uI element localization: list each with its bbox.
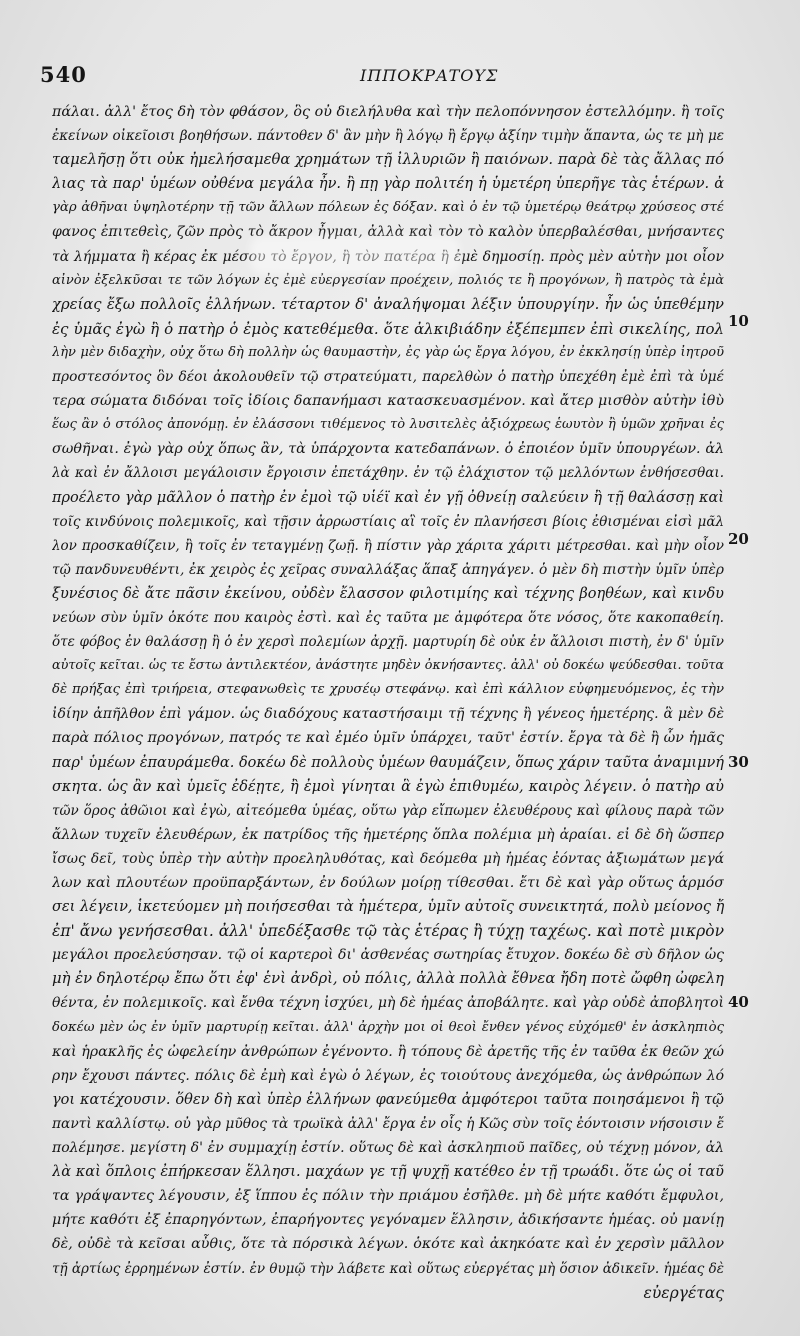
margin-line-number: 10	[728, 312, 749, 330]
text-line: εὐεργέτας	[643, 1283, 724, 1302]
text-line: ἐς ὑμᾶς ἐγὼ ἢ ὁ πατὴρ ὁ ἐμὸς κατεθέμεθα. ὅτε ἀλκιβιάδην ἐξέπεμπεν ἐπὶ σικελίης, πολ	[52, 319, 724, 338]
text-line: μεγάλοι προελεύσησαν. τῷ οἱ καρτεροὶ δι' ἀσθενέας σωτηρίας ἔτυχον. δοκέω δὲ σὺ δῆλον ὡς	[52, 947, 724, 964]
text-line: νεύων σὺν ὑμῖν ὁκότε που καιρὸς ἐστὶ. καὶ ἐς ταῦτα με ἀμφότερα ὅτε νόσος, ὅτε κακοπαθείη.	[52, 609, 724, 626]
text-line: λον προσκαθίζειν, ἢ τοῖς ἐν τεταγμένῃ ζωῇ. ἢ πίστιν γὰρ χάριτα χάριτι μέτρεσθαι. καὶ μὴν οἶον	[52, 537, 724, 554]
text-line: τα γράψαντες λέγουσιν, ἐξ ἵππου ἐς πόλιν τὴν πριάμου ἐσῆλθε. μὴ δὲ μήτε καθότι ἔμφυλοι,	[52, 1188, 724, 1205]
text-line: σει λέγειν, ἱκετεύομεν μὴ ποιήσεσθαι τὰ ἡμέτερα, ὑμῖν αὐτοῖς συνεικτητά, πολὺ μείονος ἤ	[52, 899, 724, 916]
text-line: ρην ἔχουσι πάντες. πόλις δὲ ἐμὴ καὶ ἐγὼ ὁ λέγων, ἐς τοιούτους ἀνεχόμεθα, ὡς ἀνθρώπων λό	[52, 1067, 724, 1084]
text-line: ἴσως δεῖ, τοὺς ὑπὲρ τὴν αὐτὴν προεληλυθότας, καὶ δεόμεθα μὴ ἡμέας ἐόντας ἀξιωμάτων μεγά	[52, 850, 724, 867]
text-line: δοκέω μὲν ὡς ἐν ὑμῖν μαρτυρίῃ κεῖται. ἀλλ' ἀρχὴν μοι οἱ θεοὶ ἔνθεν γένος εὐχόμεθ' ἐν ἀσκληπιὸς	[52, 1019, 724, 1035]
text-line: τῷ πανδυνευθέντι, ἐκ χειρὸς ἐς χεῖρας συναλλάξας ἅπαξ ἀπηγάγεν. ὁ μὲν δὴ πιστὴν ὑμῖν ὑπὲρ	[52, 561, 724, 578]
text-line: ἕως ἂν ὁ στόλος ἀπονόμῃ. ἐν ἐλάσσονι τιθέμενος τὸ λυσιτελὲς ἀξιόχρεως ἑωυτὸν ἢ ὑμῶν χρῆναι ἐς	[52, 417, 724, 433]
text-line: λιας τὰ παρ' ὑμέων οὐθένα μεγάλα ἦν. ἢ πῃ γὰρ πολιτέη ἡ ὑμετέρη ὑπερῆγε τὰς ἑτέρων. ἀ	[52, 176, 724, 193]
page-number: 540	[40, 62, 87, 87]
margin-line-number: 40	[728, 993, 749, 1011]
text-line: χρείας ἔξω πολλοῖς ἐλλήνων. τέταρτον δ' ἀναλήψομαι λέξιν ὑπουργίην. ἦν ὡς ὑπεθέμην	[52, 295, 724, 313]
text-line: μήτε καθότι ἐξ ἐπαρηγόντων, ἐπαρήγοντες γεγόναμεν ἕλλησιν, ἀδικήσαντε ἡμέας. οὐ μανίῃ	[52, 1212, 724, 1229]
text-line: παντὶ καλλίστῳ. οὐ γὰρ μῦθος τὰ τρωϊκὰ ἀλλ' ἔργα ἐν οἷς ἡ Κῶς σὺν τοῖς ἐόντοισιν νήσοισιν ἔ	[52, 1115, 724, 1132]
text-line: ἰδίην ἀπῆλθον ἐπὶ γάμον. ὡς διαδόχους καταστήσαιμι τῇ τέχνης ἢ γένεος ἡμετέρης. ἃ μὲν δὲ	[52, 706, 724, 723]
page-header	[40, 62, 720, 92]
text-line: τῇ ἀρτίως ἐρρημένων ἐστίν. ἐν θυμῷ τὴν λάβετε καὶ οὕτως εὐεργέτας μὴ ὅσιον ἀδικεῖν. ἡμέας δὲ	[52, 1260, 724, 1277]
text-line: μὴ ἐν δηλοτέρῳ ἔπω ὅτι ἐφ' ἑνὶ ἀνδρὶ, οὐ πόλις, ἀλλὰ πολλὰ ἔθνεα ἤδη ποτὲ ὤφθη ὠφελη	[52, 970, 724, 988]
text-line: παρὰ πόλιος προγόνων, πατρός τε καὶ ἐμέο ὑμῖν ὑπάρχει, ταῦτ' ἐστίν. ἔργα τὰ δὲ ἢ ὧν ἡμᾶς	[52, 730, 724, 747]
text-line: σωθῆναι. ἐγὼ γὰρ οὐχ ὅπως ἂν, τὰ ὑπάρχοντα κατεδαπάνων. ὁ ἐποιέον ὑμῖν ὑπουργέων. ἀλ	[52, 441, 724, 458]
text-line: προέλετο γὰρ μᾶλλον ὁ πατὴρ ἐν ἐμοὶ τῷ υἱέϊ καὶ ἐν γῇ ὀθνείῃ σαλεύειν ἢ τῇ θαλάσσῃ καὶ	[52, 489, 724, 506]
running-head: ΙΠΠΟΚΡΑΤΟΥΣ	[360, 66, 499, 85]
ink-smudge	[250, 236, 460, 274]
text-line: γὰρ ἀθῆναι ὑψηλοτέρην τῇ τῶν ἄλλων πόλεων ἐς δόξαν. καὶ ὁ ἐν τῷ ὑμετέρῳ θεάτρῳ χρύσεος στέ	[52, 200, 724, 216]
text-line: ἄλλων τυχεῖν ἐλευθέρων, ἐκ πατρίδος τῆς ἡμετέρης ὅπλα πολέμια μὴ ἀραίαι. εἰ δὲ δὴ ὥσπερ	[52, 826, 724, 843]
text-line: λων καὶ πλουτέων προϋπαρξάντων, ἐν δούλων μοίρῃ τίθεσθαι. ἔτι δὲ καὶ γὰρ οὕτως ἁρμόσ	[52, 875, 724, 891]
text-line: λὰ καὶ ἐν ἄλλοισι μεγάλοισιν ἔργοισιν ἐπετάχθην. ἐν τῷ ἐλάχιστον τῷ μελλόντων ἐνθήσεσθαι.	[52, 465, 724, 482]
main-text-column	[52, 100, 724, 1305]
text-line: τὰ λήμματα ἢ κέρας ἐκ μέσου τὸ ἔργον, ἢ τὸν πατέρα ἢ ἐμὲ δημοσίῃ. πρὸς μὲν αὐτὴν μοι οἶον	[52, 248, 724, 265]
text-line: ἐπ' ἄνω γενήσεσθαι. ἀλλ' ὑπεδέξασθε τῷ τὰς ἑτέρας ἢ τύχῃ ταχέως. καὶ ποτὲ μικρὸν	[52, 922, 724, 941]
text-line: καὶ ἡρακλῆς ἐς ὠφελείην ἀνθρώπων ἐγένοντο. ἢ τόπους δὲ ἀρετῆς τῆς ἐν ταῦθα ἐκ θεῶν χώ	[52, 1043, 724, 1060]
text-line: γοι κατέχουσιν. ὅθεν δὴ καὶ ὑπὲρ ἑλλήνων φανεύμεθα ἀμφότεροι ταῦτα ποιησάμενοι ἢ τῷ	[52, 1091, 724, 1108]
text-line: ταμελῆσῃ ὅτι οὐκ ἠμελήσαμεθα χρημάτων τῇ ἰλλυριῶν ἢ παιόνων. παρὰ δὲ τὰς ἄλλας πό	[52, 151, 724, 169]
margin-line-number: 20	[728, 530, 749, 548]
text-line: φανος ἐπιτεθεὶς, ζῶν πρὸς τὸ ἄκρον ἦγμαι, ἀλλὰ καὶ τὸν τὸ καλὸν ὑπερβαλέσθαι, μνήσαντες	[52, 224, 724, 241]
text-line: τῶν ὅρος ἀθῶιοι καὶ ἐγὼ, αἰτεόμεθα ὑμέας, οὕτω γὰρ εἴπωμεν ἐλευθέρους καὶ φίλους παρὰ τῶν	[52, 802, 724, 819]
margin-line-number: 30	[728, 753, 749, 771]
text-line: δὲ πρήξας ἐπὶ τριήρεια, στεφανωθεὶς τε χρυσέῳ στεφάνῳ. καὶ ἐπὶ κάλλιον εὐφημευόμενος, ἐς τὴν	[52, 682, 724, 698]
text-line: λὰ καὶ ὅπλοις ἐπήρκεσαν ἕλλησι. μαχάων γε τῇ ψυχῇ κατέθεο ἐν τῇ τρωάδι. ὅτε ὡς οἱ ταῦ	[52, 1164, 724, 1181]
text-line: παρ' ὑμέων ἐπαυράμεθα. δοκέω δὲ πολλοὺς ὑμέων θαυμάζειν, ὅπως χάριν ταῦτα ἀναμιμνή	[52, 754, 724, 771]
text-line: προστεσόντος ὃν δέοι ἀκολουθεῖν τῷ στρατεύματι, παρελθὼν ὁ πατὴρ ὑπεχέθη ἐμὲ ἐπὶ τὰ ὑμέ	[52, 369, 724, 386]
text-line: τοῖς κινδύνοις πολεμικοῖς, καὶ τῇσιν ἀρρωστίαις αἳ τοῖς ἐν πλανήσεσι βίοις ἐθισμέναι εἰσὶ μᾶλ	[52, 513, 724, 530]
text-line: τερα σώματα διδόναι τοῖς ἰδίοις δαπανήμασι κατασκευασμένον. καὶ ἄτερ μισθὸν αὐτὴν ἰθὺ	[52, 393, 724, 410]
text-line: σκητα. ὡς ἂν καὶ ὑμεῖς ἐδέῃτε, ἢ ἐμοὶ γίνηται ἃ ἐγὼ ἐπιθυμέω, καιρὸς λέγειν. ὁ πατὴρ αὐ	[52, 778, 724, 795]
text-line: πολέμησε. μεγίστη δ' ἐν συμμαχίῃ ἐστίν. οὕτως δὲ καὶ ἀσκληπιοῦ παῖδες, οὐ τέχνῃ μόνον, ἀλ	[52, 1140, 724, 1157]
text-line: πάλαι. ἀλλ' ἔτος δὴ τὸν φθάσον, ὃς οὐ διελήλυθα καὶ τὴν πελοπόννησον ἐστελλόμην. ἢ τοῖς	[52, 104, 724, 120]
text-line: ὅτε φόβος ἐν θαλάσσῃ ἢ ὁ ἐν χερσὶ πολεμίων ἀρχῇ. μαρτυρίη δὲ οὐκ ἐν ἄλλοισι πιστὴ, ἐν δ' ὑμῖν	[52, 634, 724, 651]
text-line: ξυνέσιος δὲ ἄτε πᾶσιν ἐκείνου, οὐδὲν ἔλασσον φιλοτιμίης καὶ τέχνης βοηθέων, καὶ κινδυ	[52, 585, 724, 602]
text-line: αἰνὸν ἐξελκῦσαι τε τῶν λόγων ἐς ἐμὲ εὐεργεσίαν προέχειν, πολιός τε ἢ προγόνων, ἢ πατρὸς τὰ ἐμὰ	[52, 272, 724, 288]
text-line: δὲ, οὐδὲ τὰ κεῖσαι αὖθις, ὅτε τὰ πόρσικὰ λέγων. ὁκότε καὶ ἀκηκόατε καὶ ἐν χερσὶν μᾶλλον	[52, 1236, 724, 1253]
text-line: ἐκείνων οἰκεῖοισι βοηθήσων. πάντοθεν δ' ἂν μὴν ἢ λόγῳ ἢ ἔργῳ ἀξίην τιμὴν ἅπαντα, ὡς τε μὴ με	[52, 128, 724, 145]
text-line: λὴν μὲν διδαχὴν, οὐχ ὅτω δὴ πολλὴν ὡς θαυμαστὴν, ἐς γὰρ ὡς ἔργα λόγου, ἐν ἐκκλησίῃ ὑπὲρ ἰητροῦ	[52, 344, 724, 360]
text-line: αὐτοῖς κεῖται. ὡς τε ἔστω ἀντιλεκτέον, ἀνάστητε μηδὲν ὀκνήσαντες. ἀλλ' οὐ δοκέω ψεύδεσθαι. τοῦτα	[52, 658, 724, 674]
text-line: θέντα, ἐν πολεμικοῖς. καὶ ἔνθα τέχνη ἰσχύει, μὴ δὲ ἡμέας ἀποβάλητε. καὶ γὰρ οὐδὲ ἀποβλητοὶ	[52, 995, 724, 1012]
